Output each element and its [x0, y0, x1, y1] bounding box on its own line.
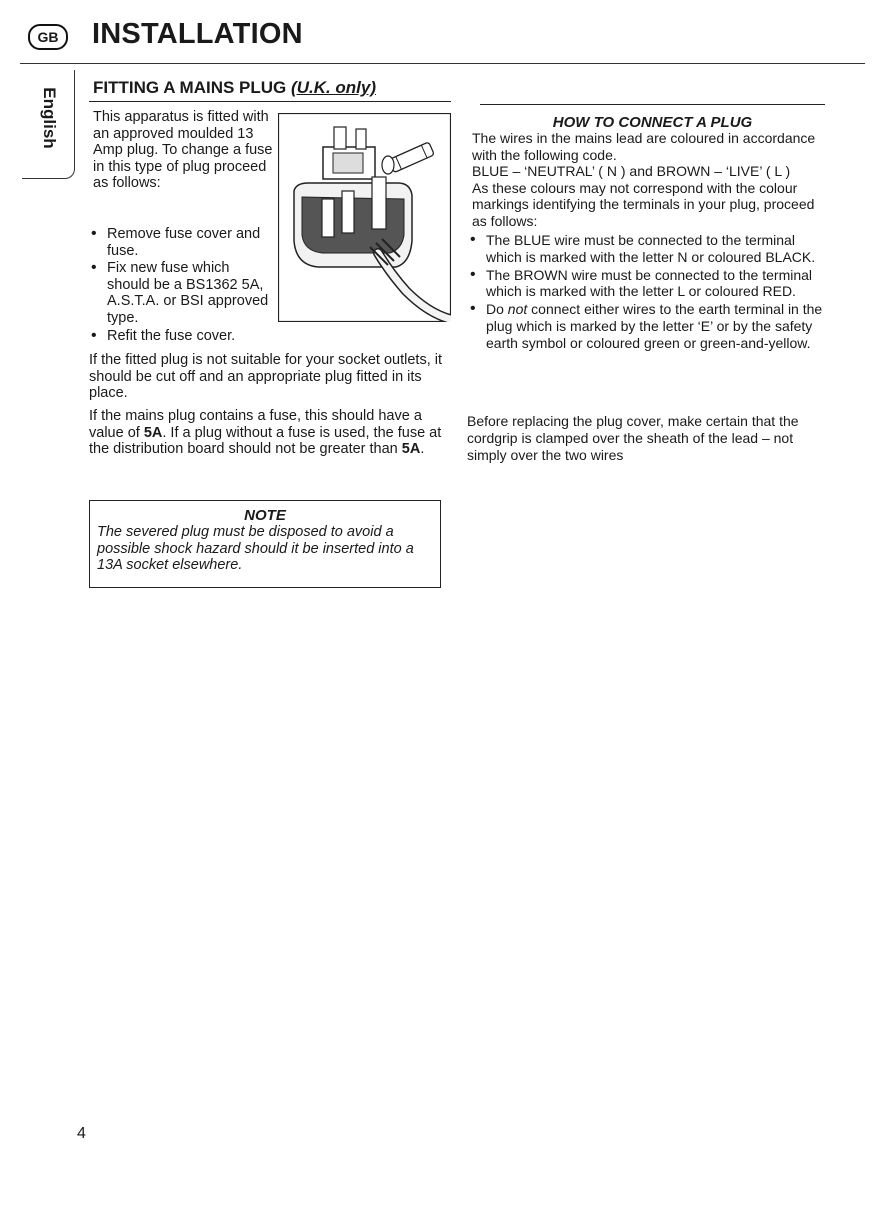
fuse-steps-list: [89, 226, 269, 345]
wire-code-intro: [472, 130, 832, 229]
fuse-text-2: . If a plug without a fuse is used, the fuse at the distribution board should not be greater than: [89, 424, 442, 458]
list-item: • The BROWN wire must be connected to the terminal which is marked with the letter L or coloured RED.: [468, 267, 830, 301]
wire-code-line-1: The wires in the mains lead are coloured in accordance with the following code.: [472, 130, 816, 163]
earth-text-1: Do: [486, 301, 508, 318]
list-item: [468, 301, 830, 351]
cordgrip-paragraph: Before replacing the plug cover, make certain that the cordgrip is clamped over the sheath of the lead – not simply over the two wires: [467, 413, 799, 463]
country-badge: GB: [28, 24, 68, 50]
right-section-divider: [480, 104, 825, 105]
list-item: • The BLUE wire must be connected to the terminal which is marked with the letter N or coloured BLACK.: [468, 232, 830, 266]
right-section-heading: HOW TO CONNECT A PLUG: [552, 114, 753, 131]
plug-replacement-paragraph: If the fitted plug is not suitable for your socket outlets, it should be cut off and an appropriate plug fitted in its place.: [89, 352, 443, 402]
section-heading-mains-plug: [93, 78, 376, 98]
list-item: • Refit the fuse cover.: [89, 328, 269, 345]
section-heading-sub: (U.K. only): [291, 78, 377, 97]
fuse-text-1: If the mains plug contains a fuse, this should have a value of: [89, 408, 422, 441]
wire-code-line-3: As these colours may not correspond with the colour markings identifying the terminals in your plug, proceed as follows:: [472, 179, 815, 229]
language-tab-label: English: [40, 87, 59, 149]
intro-paragraph: This apparatus is fitted with an approved moulded 13 Amp plug. To change a fuse in this type of plug proceed as follows:: [93, 109, 273, 192]
earth-emphasis: not: [507, 301, 528, 318]
note-box: [89, 500, 441, 588]
page-title: INSTALLATION: [92, 18, 303, 50]
fuse-value-2: 5A: [401, 441, 421, 458]
title-divider: [20, 63, 865, 64]
plug-fuse-illustration: [278, 113, 451, 322]
section-divider: [89, 101, 451, 102]
list-item: • Fix new fuse which should be a BS1362 5A, A.S.T.A. or BSI approved type.: [89, 260, 269, 326]
list-item: • Remove fuse cover and fuse.: [89, 226, 269, 259]
page-number: 4: [77, 1125, 86, 1142]
fuse-value-1: 5A: [143, 424, 163, 441]
earth-text-2: connect either wires to the earth terminal in the plug which is marked by the letter ‘E’ or by the safety earth symbol or coloured green or green-and-yellow.: [486, 301, 823, 351]
note-text: The severed plug must be disposed to avoid a possible shock hazard should it be inserted into a 13A socket elsewhere.: [97, 524, 414, 573]
note-title: NOTE: [244, 507, 286, 524]
wire-connection-list: [468, 232, 830, 353]
fuse-text-3: .: [420, 441, 425, 458]
wire-code-line-2: BLUE – ‘NEUTRAL’ ( N ) and BROWN – ‘LIVE’ ( L ): [472, 163, 791, 179]
section-heading-main: FITTING A MAINS PLUG: [93, 78, 287, 97]
fuse-value-paragraph: [89, 408, 449, 458]
